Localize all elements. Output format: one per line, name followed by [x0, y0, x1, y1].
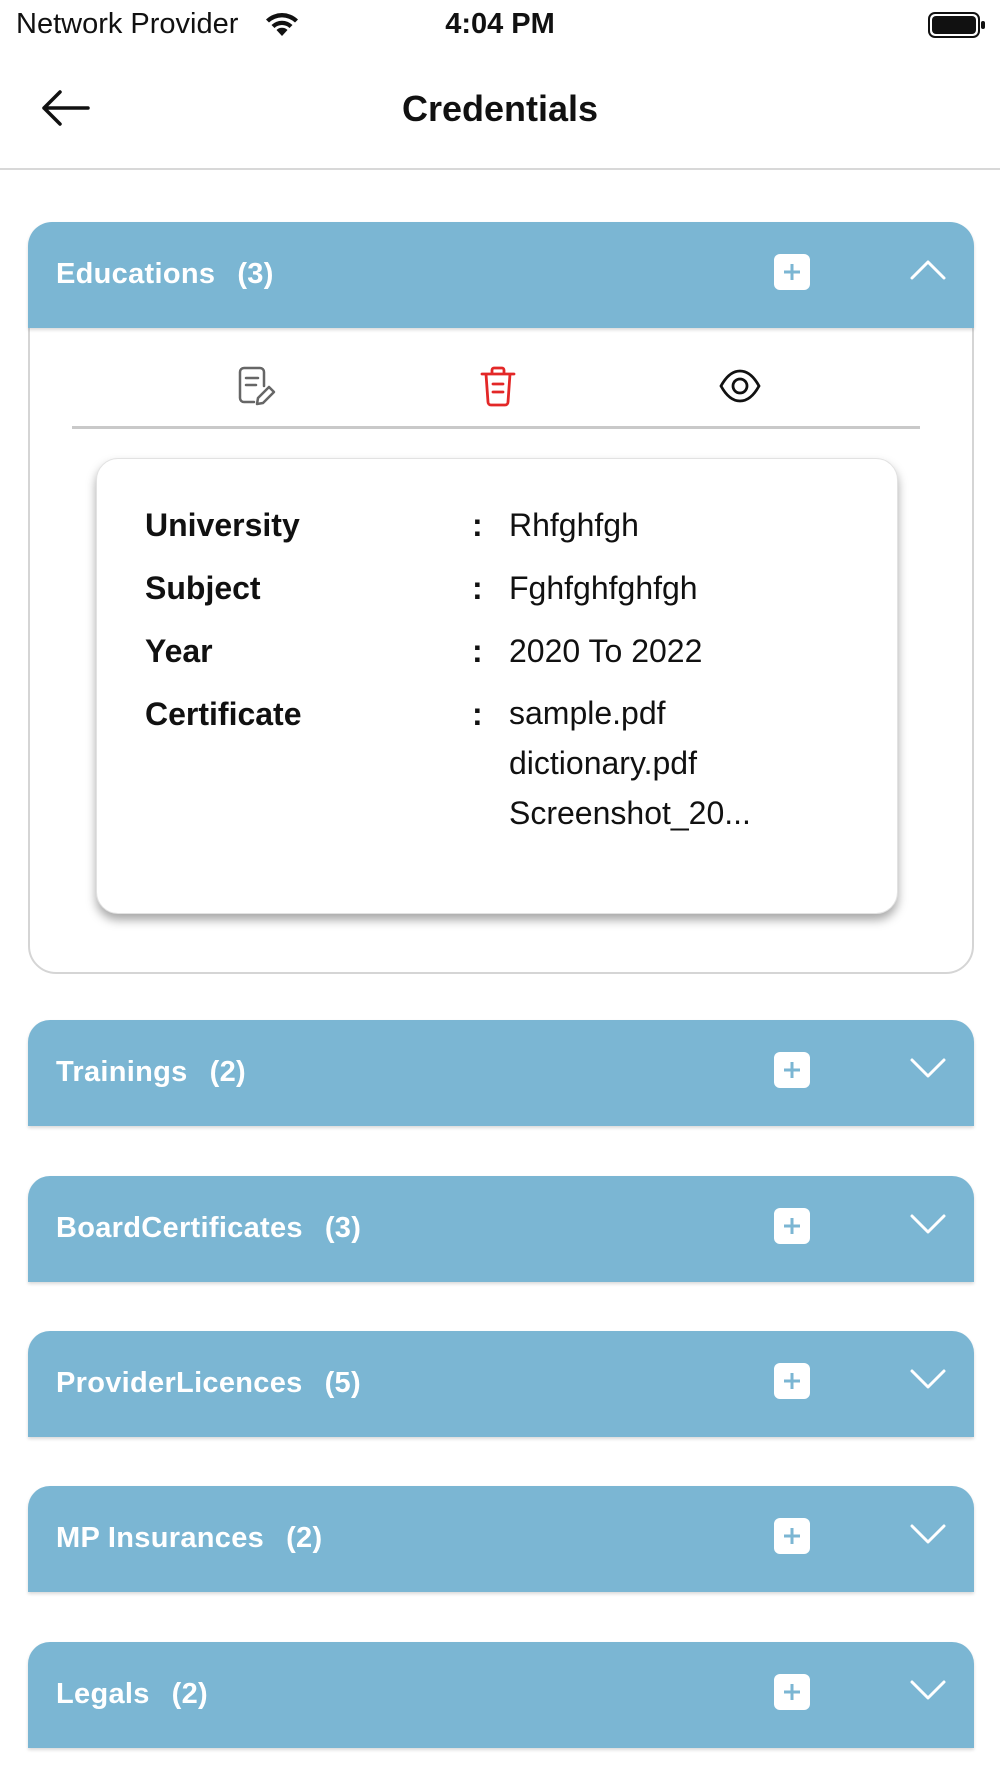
section-trainings [28, 1020, 974, 1126]
carrier-label: Network Provider [16, 8, 239, 40]
section-title: Educations (3) [56, 258, 274, 290]
delete-icon[interactable] [476, 364, 520, 408]
section-mp-insurances [28, 1486, 974, 1592]
section-header-mp-insurances[interactable] [28, 1486, 974, 1592]
section-board-certificates [28, 1176, 974, 1282]
clock: 4:04 PM [445, 8, 555, 40]
section-title: BoardCertificates (3) [56, 1212, 362, 1244]
field-label: Year [145, 633, 213, 669]
add-provider-licence-button[interactable] [774, 1363, 810, 1399]
chevron-down-icon[interactable] [908, 1204, 948, 1244]
field-separator: : [472, 570, 483, 606]
education-detail-card [96, 458, 898, 914]
view-icon[interactable] [718, 364, 762, 408]
section-header-board-certificates[interactable] [28, 1176, 974, 1282]
section-count: (3) [237, 258, 274, 290]
section-provider-licences [28, 1331, 974, 1437]
battery-icon [928, 11, 986, 39]
add-education-button[interactable] [774, 254, 810, 290]
section-header-trainings[interactable] [28, 1020, 974, 1126]
section-title: Trainings (2) [56, 1056, 246, 1088]
section-header-provider-licences[interactable] [28, 1331, 974, 1437]
certificate-list [509, 688, 751, 838]
section-title: MP Insurances (2) [56, 1522, 323, 1554]
section-count: (2) [286, 1522, 323, 1554]
add-legal-button[interactable] [774, 1674, 810, 1710]
edit-icon[interactable] [234, 364, 278, 408]
chevron-down-icon[interactable] [908, 1670, 948, 1710]
add-training-button[interactable] [774, 1052, 810, 1088]
chevron-down-icon[interactable] [908, 1359, 948, 1399]
certificate-file[interactable]: sample.pdf [509, 695, 666, 731]
page-title: Credentials [401, 88, 599, 129]
section-title: ProviderLicences (5) [56, 1367, 361, 1399]
section-legals [28, 1642, 974, 1748]
section-header-educations[interactable] [28, 222, 974, 328]
section-count: (3) [324, 1212, 362, 1244]
nav-bar [0, 52, 1000, 170]
field-separator: : [472, 507, 483, 543]
add-mp-insurance-button[interactable] [774, 1518, 810, 1554]
field-separator: : [472, 633, 483, 669]
field-value: Fghfghfghfgh [509, 570, 698, 606]
chevron-down-icon[interactable] [908, 1048, 948, 1088]
item-action-toolbar [30, 328, 972, 430]
field-value: 2020 To 2022 [509, 633, 703, 669]
chevron-up-icon[interactable] [908, 250, 948, 290]
field-label: University [145, 507, 300, 543]
chevron-down-icon[interactable] [908, 1514, 948, 1554]
status-bar [0, 0, 1000, 52]
field-label: Subject [145, 570, 261, 606]
field-label: Certificate [145, 696, 302, 732]
section-count: (2) [171, 1678, 209, 1710]
field-separator: : [472, 696, 483, 732]
section-count: (5) [324, 1367, 361, 1399]
certificate-file[interactable]: Screenshot_20... [509, 795, 751, 831]
section-header-legals[interactable] [28, 1642, 974, 1748]
add-board-certificate-button[interactable] [774, 1208, 810, 1244]
certificate-file[interactable]: dictionary.pdf [509, 745, 697, 781]
section-title: Legals (2) [56, 1678, 209, 1710]
section-count: (2) [209, 1056, 246, 1088]
field-value: Rhfghfgh [509, 507, 639, 543]
toolbar-divider [72, 426, 920, 429]
